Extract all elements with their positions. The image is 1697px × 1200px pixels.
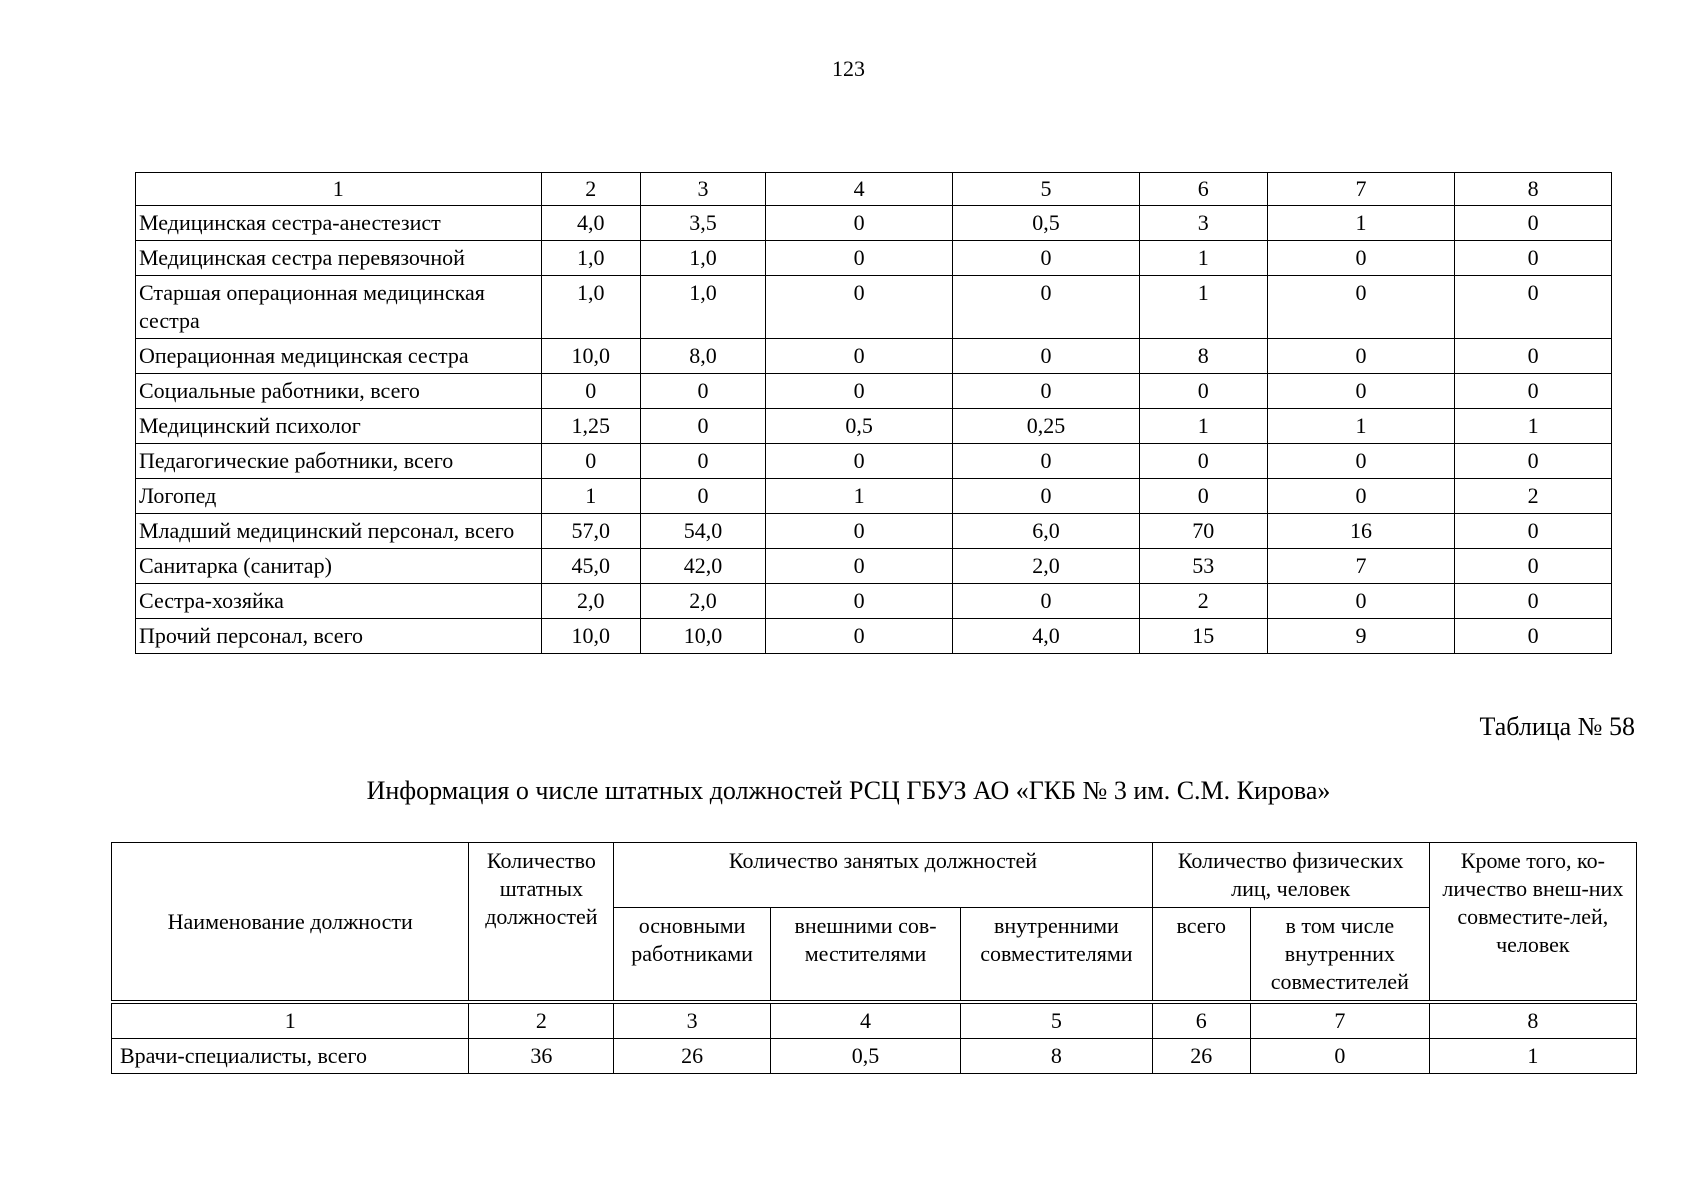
value-cell: 6 [1152,1002,1250,1039]
header-staff-positions: Количество штатных должностей [469,843,614,1003]
staff-table-continued [135,172,1612,654]
value-cell: 0 [765,549,952,584]
value-cell: 0 [541,444,641,479]
value-cell: 4 [765,173,952,206]
value-cell: 0 [1455,549,1612,584]
table-row [136,339,1612,374]
value-cell: 1,0 [541,276,641,339]
value-cell: 3 [614,1002,771,1039]
value-cell: 1 [112,1002,469,1039]
value-cell: 1,25 [541,409,641,444]
table-header [112,843,1637,1003]
value-cell: 10,0 [641,619,766,654]
value-cell: 45,0 [541,549,641,584]
header-total: всего [1152,908,1250,1003]
value-cell: 0 [953,374,1139,409]
value-cell: 9 [1267,619,1454,654]
table-row [136,584,1612,619]
value-cell: 3,5 [641,206,766,241]
table-row [136,374,1612,409]
value-cell: 57,0 [541,514,641,549]
value-cell: 54,0 [641,514,766,549]
value-cell: 0 [1139,479,1267,514]
value-cell: 26 [614,1039,771,1074]
value-cell: 10,0 [541,339,641,374]
value-cell: 6,0 [953,514,1139,549]
value-cell: 7 [1267,549,1454,584]
position-name-cell: Санитарка (санитар) [136,549,542,584]
header-external-part-time: внешними сов-местителями [770,908,960,1003]
position-name-cell: Медицинская сестра-анестезист [136,206,542,241]
value-cell: 0 [1267,479,1454,514]
value-cell: 2 [541,173,641,206]
table-row [136,276,1612,339]
header-position-name: Наименование должности [112,843,469,1003]
value-cell: 0 [641,409,766,444]
value-cell: 0 [641,444,766,479]
staff-table-body [136,173,1612,654]
value-cell: 0 [765,444,952,479]
value-cell: 1 [541,479,641,514]
table-row [136,409,1612,444]
value-cell: 2 [469,1002,614,1039]
value-cell: 0 [1139,374,1267,409]
value-cell: 0 [1455,444,1612,479]
table-row [136,549,1612,584]
value-cell: 0 [765,241,952,276]
value-cell: 0 [765,206,952,241]
value-cell: 0 [1267,374,1454,409]
position-name-cell: Операционная медицинская сестра [136,339,542,374]
value-cell: 0 [953,584,1139,619]
value-cell: 1 [1139,409,1267,444]
position-name-cell: Медицинский психолог [136,409,542,444]
value-cell: 0,5 [765,409,952,444]
value-cell: 1 [136,173,542,206]
value-cell: 0 [1455,619,1612,654]
value-cell: 1 [765,479,952,514]
value-cell: 0,5 [770,1039,960,1074]
column-number-row [136,173,1612,206]
table-row [112,1039,1637,1074]
value-cell: 0 [953,479,1139,514]
value-cell: 16 [1267,514,1454,549]
value-cell: 4,0 [541,206,641,241]
header-besides-external: Кроме того, ко-личество внеш-них совместите-лей, человек [1429,843,1636,1003]
value-cell: 0 [1455,276,1612,339]
value-cell: 0 [765,514,952,549]
value-cell: 4 [770,1002,960,1039]
value-cell: 1 [1139,241,1267,276]
value-cell: 0 [953,276,1139,339]
value-cell: 2 [1139,584,1267,619]
value-cell: 0 [1139,444,1267,479]
value-cell: 1 [1455,409,1612,444]
value-cell: 8 [961,1039,1152,1074]
value-cell: 5 [961,1002,1152,1039]
value-cell: 42,0 [641,549,766,584]
table-row [136,444,1612,479]
value-cell: 0 [1267,241,1454,276]
value-cell: 5 [953,173,1139,206]
value-cell: 70 [1139,514,1267,549]
value-cell: 7 [1250,1002,1429,1039]
value-cell: 1,0 [641,241,766,276]
position-name-cell: Прочий персонал, всего [136,619,542,654]
value-cell: 2,0 [541,584,641,619]
header-individuals: Количество физических лиц, человек [1152,843,1429,908]
value-cell: 1 [1139,276,1267,339]
value-cell: 0 [1455,584,1612,619]
staff-positions-table [111,842,1637,1074]
value-cell: 0 [541,374,641,409]
value-cell: 1,0 [641,276,766,339]
position-name-cell: Старшая операционная медицинская сестра [136,276,542,339]
value-cell: 4,0 [953,619,1139,654]
value-cell: 0 [765,339,952,374]
table-row [136,619,1612,654]
value-cell: 2 [1455,479,1612,514]
value-cell: 8 [1455,173,1612,206]
value-cell: 0 [953,339,1139,374]
position-name-cell: Медицинская сестра перевязочной [136,241,542,276]
value-cell: 0,25 [953,409,1139,444]
value-cell: 36 [469,1039,614,1074]
value-cell: 1 [1429,1039,1636,1074]
value-cell: 0 [765,374,952,409]
table-row [136,514,1612,549]
value-cell: 0 [953,444,1139,479]
value-cell: 2,0 [641,584,766,619]
value-cell: 8 [1139,339,1267,374]
value-cell: 8 [1429,1002,1636,1039]
value-cell: 10,0 [541,619,641,654]
value-cell: 0 [1455,514,1612,549]
value-cell: 0 [1267,584,1454,619]
table-row [136,479,1612,514]
position-name-cell: Педагогические работники, всего [136,444,542,479]
header-occupied-positions: Количество занятых должностей [614,843,1152,908]
value-cell: 8,0 [641,339,766,374]
value-cell: 0 [1455,339,1612,374]
value-cell: 0 [1267,276,1454,339]
value-cell: 1,0 [541,241,641,276]
value-cell: 0,5 [953,206,1139,241]
value-cell: 0 [765,276,952,339]
value-cell: 0 [1267,339,1454,374]
position-name-cell: Врачи-специалисты, всего [112,1039,469,1074]
staff-positions-body [112,1002,1637,1074]
value-cell: 3 [641,173,766,206]
table-label: Таблица № 58 [1479,712,1635,741]
value-cell: 7 [1267,173,1454,206]
position-name-cell: Младший медицинский персонал, всего [136,514,542,549]
value-cell: 0 [765,619,952,654]
column-number-row [112,1002,1637,1039]
value-cell: 0 [1455,206,1612,241]
value-cell: 0 [641,374,766,409]
value-cell: 0 [953,241,1139,276]
value-cell: 15 [1139,619,1267,654]
value-cell: 0 [765,584,952,619]
page-number: 123 [832,56,865,81]
header-main-workers: основными работниками [614,908,771,1003]
value-cell: 0 [1455,374,1612,409]
value-cell: 6 [1139,173,1267,206]
value-cell: 0 [1267,444,1454,479]
value-cell: 2,0 [953,549,1139,584]
value-cell: 0 [1455,241,1612,276]
header-internal-part-time: внутренними совместителями [961,908,1152,1003]
position-name-cell: Социальные работники, всего [136,374,542,409]
table-row [136,241,1612,276]
value-cell: 53 [1139,549,1267,584]
value-cell: 0 [641,479,766,514]
value-cell: 3 [1139,206,1267,241]
value-cell: 1 [1267,409,1454,444]
value-cell: 1 [1267,206,1454,241]
table-row [136,206,1612,241]
value-cell: 26 [1152,1039,1250,1074]
position-name-cell: Логопед [136,479,542,514]
position-name-cell: Сестра-хозяйка [136,584,542,619]
value-cell: 0 [1250,1039,1429,1074]
table-title: Информация о числе штатных должностей РСЦ ГБУЗ АО «ГКБ № 3 им. С.М. Кирова» [366,776,1331,805]
header-including-internal: в том числе внутренних совместителей [1250,908,1429,1003]
